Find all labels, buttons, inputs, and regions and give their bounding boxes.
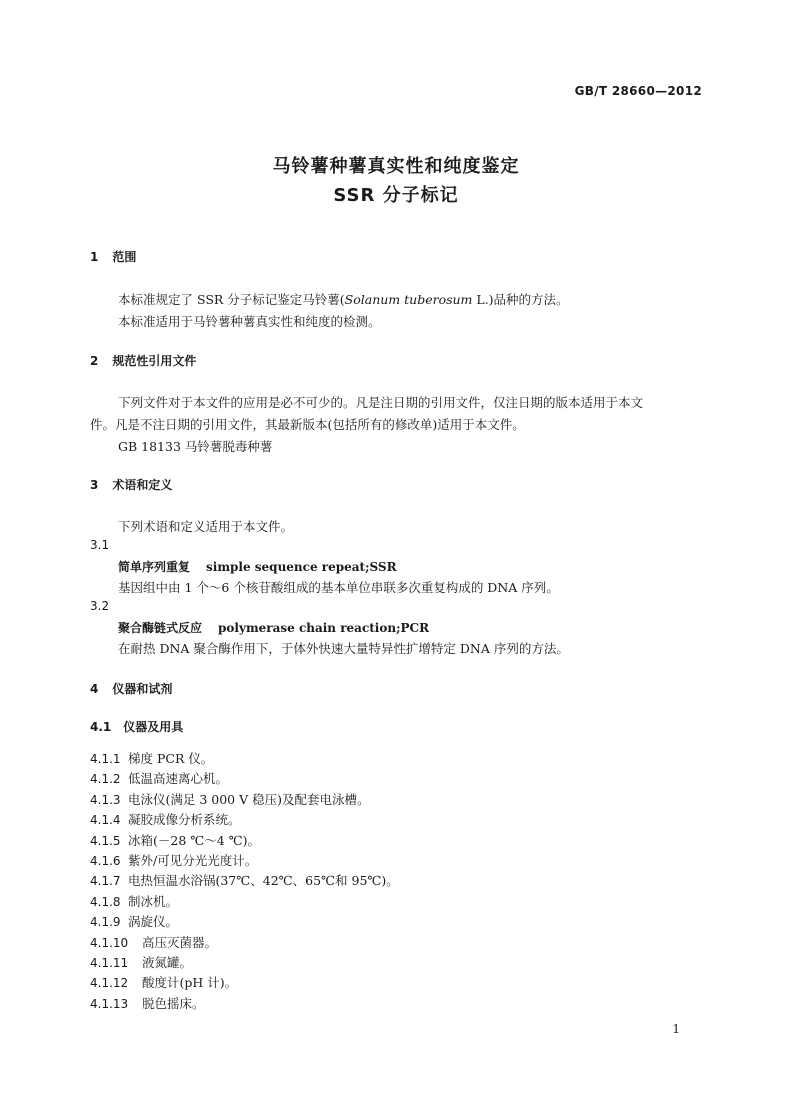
list-item xyxy=(90,789,370,808)
item-text: 涡旋仪。 xyxy=(128,914,179,930)
section-number: 3 xyxy=(90,478,99,492)
list-item xyxy=(90,952,192,971)
item-text: 紫外/可见分光光度计。 xyxy=(128,853,258,868)
page-subtitle: SSR 分子标记 xyxy=(333,185,459,206)
list-item xyxy=(90,972,237,991)
term-heading: 聚合酶链式反应 polymerase chain reaction;PCR xyxy=(118,621,430,635)
section-2-paragraph-line-1: 下列文件对于本文件的应用是必不可少的。凡是注日期的引用文件，仅注日期的版本适用于本文 xyxy=(118,395,644,410)
term-number: 3.2 xyxy=(90,599,110,613)
section-title: 仪器和试剂 xyxy=(112,682,173,696)
item-text: 电泳仪(满足 3 000 V 稳压)及配套电泳槽。 xyxy=(128,791,370,807)
item-number: 4.1.4 xyxy=(90,813,121,828)
item-text: 酸度计(pH 计)。 xyxy=(142,975,238,991)
term-definition: 在耐热 DNA 聚合酶作用下，于体外快速大量特异性扩增特定 DNA 序列的方法。 xyxy=(118,641,569,656)
list-item xyxy=(90,932,217,951)
section-number: 4 xyxy=(90,682,99,696)
item-text: 低温高速离心机。 xyxy=(128,771,229,787)
term-definition: 基因组中由 1 个～6 个核苷酸组成的基本单位串联多次重复构成的 DNA 序列。 xyxy=(118,580,559,595)
item-number: 4.1.10 xyxy=(90,935,129,950)
section-title: 规范性引用文件 xyxy=(112,354,197,368)
item-number: 4.1.12 xyxy=(90,976,129,991)
term-heading: 简单序列重复 simple sequence repeat;SSR xyxy=(118,560,397,574)
item-number: 4.1.7 xyxy=(90,874,121,889)
list-item xyxy=(90,993,205,1012)
section-1-heading xyxy=(90,248,136,265)
normative-reference: GB 18133 马铃薯脱毒种薯 xyxy=(118,439,273,454)
list-item xyxy=(90,911,178,930)
item-number: 4.1.6 xyxy=(90,854,121,868)
item-number: 4.1.9 xyxy=(90,915,121,930)
item-text: 脱色摇床。 xyxy=(142,995,205,1011)
item-text: 高压灭菌器。 xyxy=(142,934,218,950)
item-text: 冰箱(－28 ℃～4 ℃)。 xyxy=(128,832,261,848)
page-title: 马铃薯种薯真实性和纯度鉴定 xyxy=(272,156,520,177)
list-item xyxy=(90,850,257,869)
document-id: GB/T 28660—2012 xyxy=(574,84,702,98)
list-item xyxy=(90,830,260,849)
page-number: 1 xyxy=(672,1022,680,1036)
list-item xyxy=(90,809,241,828)
item-text: 制冰机。 xyxy=(128,893,179,909)
subsection-4-1-heading: 4.1 仪器及用具 xyxy=(90,720,184,734)
section-3-heading xyxy=(90,476,172,493)
section-1-paragraph-2: 本标准适用于马铃薯种薯真实性和纯度的检测。 xyxy=(118,314,381,329)
section-number: 1 xyxy=(90,250,99,264)
item-number: 4.1.8 xyxy=(90,894,121,909)
item-number: 4.1.11 xyxy=(90,956,129,970)
item-number: 4.1.13 xyxy=(90,996,129,1011)
section-title: 范围 xyxy=(112,250,137,264)
item-number: 4.1.2 xyxy=(90,772,121,787)
section-title: 术语和定义 xyxy=(112,478,173,492)
item-text: 梯度 PCR 仪。 xyxy=(128,751,214,766)
item-number: 4.1.1 xyxy=(90,752,121,766)
section-2-heading xyxy=(90,352,196,369)
section-number: 2 xyxy=(90,354,99,368)
section-2-paragraph-line-2: 件。凡是不注日期的引用文件，其最新版本(包括所有的修改单)适用于本文件。 xyxy=(90,417,525,432)
item-number: 4.1.5 xyxy=(90,833,121,848)
term-number: 3.1 xyxy=(90,538,110,552)
section-4-heading xyxy=(90,680,172,697)
section-1-paragraph-1: 本标准规定了 SSR 分子标记鉴定马铃薯(Solanum tuberosum L.)品种的方法。 xyxy=(118,292,569,307)
list-item xyxy=(90,768,228,787)
species-name: Solanum tuberosum xyxy=(344,292,473,307)
item-text: 电热恒温水浴锅(37℃、42℃、65℃和 95℃)。 xyxy=(128,873,399,889)
item-text: 凝胶成像分析系统。 xyxy=(128,812,241,828)
list-item xyxy=(90,748,213,767)
item-number: 4.1.3 xyxy=(90,792,121,807)
item-text: 液氮罐。 xyxy=(142,955,193,970)
list-item xyxy=(90,891,178,910)
list-item xyxy=(90,870,399,889)
section-3-intro: 下列术语和定义适用于本文件。 xyxy=(118,519,294,534)
